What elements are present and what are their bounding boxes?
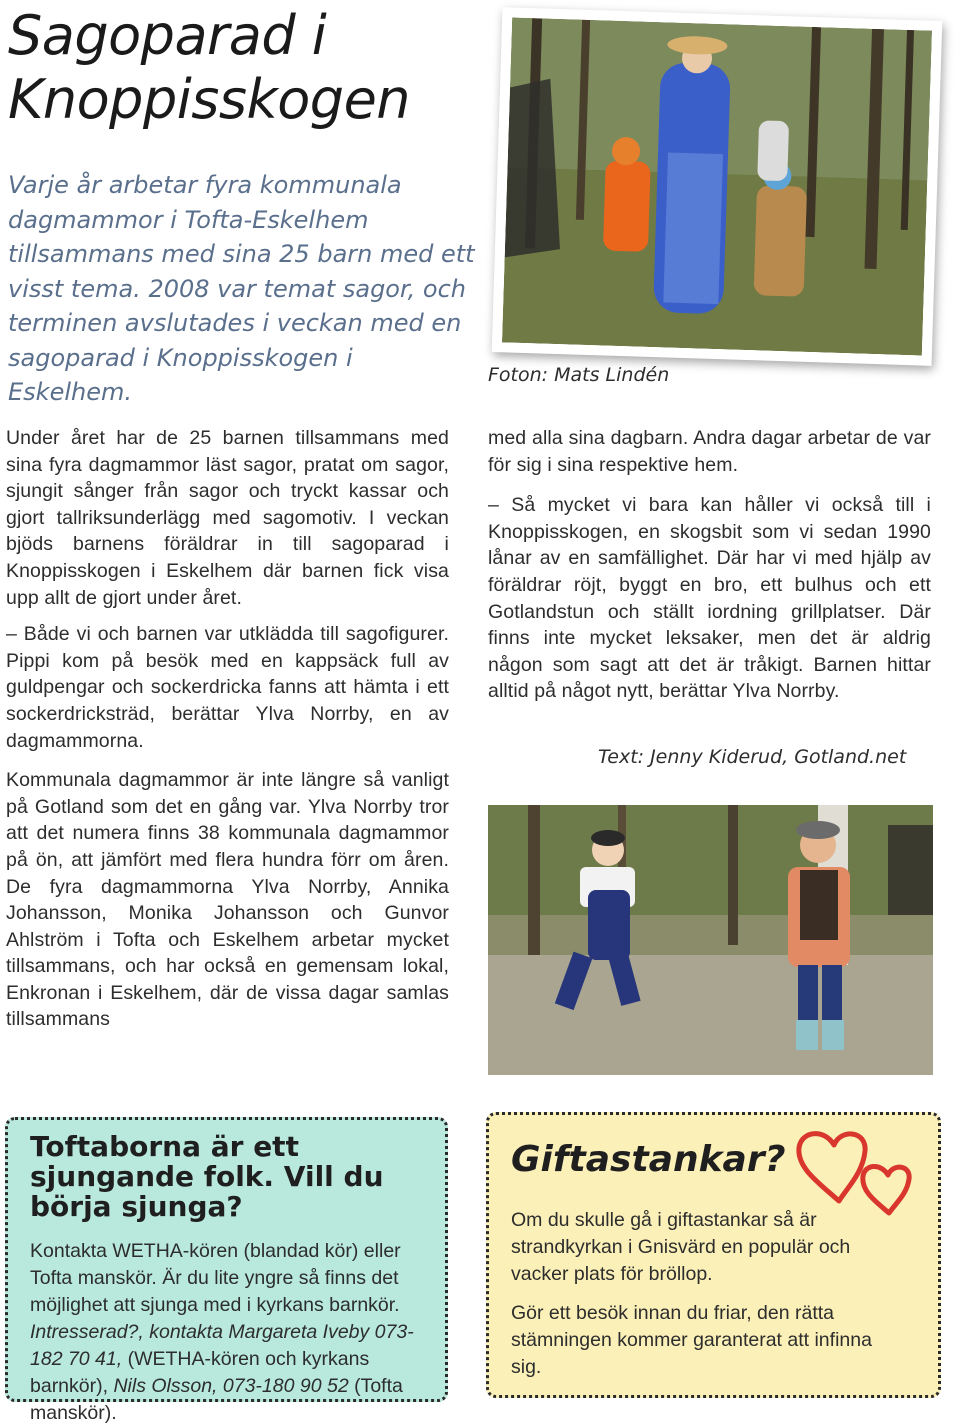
left-column <box>6 425 449 1033</box>
choir-contact-nils: Nils Olsson, 073-180 90 52 <box>113 1375 349 1397</box>
wedding-box <box>486 1112 941 1398</box>
body-paragraph-3: Kommunala dagmammor är inte längre så vanligt på Gotland som det en gång var. Ylva Norrby tror att det numera finns 38 kommunala dagmammor på ön, att jämfört med flera hundra förr om åren. De fyra dagmammorna Ylva Norrby, Annika Johansson, Monika Johansson och Gunvor Ahlström i Tofta och Eskelhem arbetar mycket tillsammans, och har också en gemensam lokal, Enkronan i Eskelhem, där de vissa dagar samlas tillsammans <box>6 769 449 1031</box>
parade-photo <box>492 7 943 366</box>
photo-credit: Foton: Mats Lindén <box>488 364 670 386</box>
right-column <box>488 425 931 705</box>
choir-contact-margareta: Intresserad?, kontakta Margareta Iveby 073-182 70 41, <box>30 1321 414 1370</box>
body-paragraph-4: med alla sina dagbarn. Andra dagar arbetar de var för sig i sina respektive hem. <box>488 427 931 476</box>
parade-photo-image <box>502 17 932 355</box>
heart-icon <box>789 1123 929 1218</box>
children-photo <box>488 805 933 1075</box>
body-paragraph-2: – Både vi och barnen var utklädda till sagofigurer. Pippi kom på besök med en kappsäck full av guldpengar och sockerdricka fanns att hämta i ett sockerdricksträd, berättar Ylva Norrby, en av dagmammorna. <box>6 623 449 752</box>
choir-text-wetha: (WETHA-kören och kyrkans barnkör), <box>30 1348 370 1397</box>
wedding-box-text-2: Gör ett besök innan du friar, den rätta stämningen kommer garanterat att infinna sig. <box>511 1302 872 1378</box>
article-title: Sagoparad i Knoppisskogen <box>8 4 411 131</box>
choir-box <box>5 1117 448 1424</box>
children-photo-image <box>488 805 933 1075</box>
body-paragraph-5: – Så mycket vi bara kan håller vi också till i Knoppisskogen, en skogsbit som vi sedan 1990 lånar av en samfällighet. Där har vi med hjälp av föräldrar röjt, byggt en bro, ett bulhus och ett Gotlandstun och ställt iordning grillplatser. Där finns inte mycket leksaker, men det är aldrig någon som sagt att det är tråkigt. Barnen hittar alltid på något nytt, berättar Ylva Norrby. <box>488 494 931 703</box>
text-credit: Text: Jenny Kiderud, Gotland.net <box>598 746 907 768</box>
choir-text-intro: Kontakta WETHA-kören (blandad kör) eller Tofta manskör. Är du lite yngre så finns det möjlighet att sjunga med i kyrkans barnkör. <box>30 1240 401 1316</box>
choir-text-manskor: (Tofta manskör). <box>30 1375 403 1424</box>
wedding-box-text-1: Om du skulle gå i giftastankar så är strandkyrkan i Gnisvärd en populär och vacker plats för bröllop. <box>511 1209 851 1285</box>
wedding-box-title: Giftastankar? <box>511 1139 786 1180</box>
body-paragraph-1: Under året har de 25 barnen tillsammans med sina fyra dagmammor läst sagor, pratat om sagor, sjungit sånger från sagor och tryckt kassar och gjort tallriksunderlägg med sagomotiv. I veckan bjöds barnens föräldrar in till sagoparad i Knoppisskogen i Eskelhem där barnen fick visa upp allt de gjort under året. <box>6 427 449 609</box>
article-intro: Varje år arbetar fyra kommunala dagmammor i Tofta-Eskelhem tillsammans med sina 25 barn med ett visst tema. 2008 var temat sagor, och terminen avslutades i veckan med en sagoparad i Knoppisskogen i Eskelhem. <box>8 171 475 406</box>
choir-box-text <box>30 1238 430 1427</box>
choir-box-title: Toftaborna är ett sjungande folk. Vill du börja sjunga? <box>30 1130 384 1223</box>
